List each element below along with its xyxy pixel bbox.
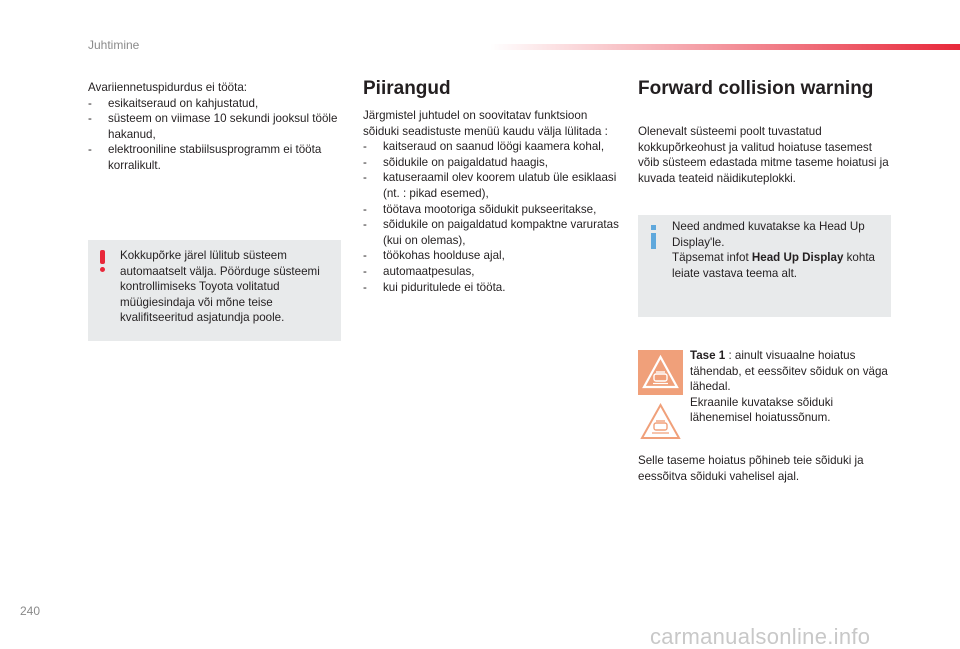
- info-line2: [672, 250, 885, 281]
- level-line1: [690, 348, 890, 395]
- list-item: - elektrooniline stabiilsusprogramm ei tööta korralikult.: [88, 142, 343, 173]
- level-note: Selle taseme hoiatus põhineb teie sõiduki ja eessõitva sõiduki vahelisel ajal.: [638, 454, 864, 483]
- col2-list: [363, 139, 625, 295]
- level-text2: Ekraanile kuvatakse sõiduki lähenemisel hoiatussõnum.: [690, 395, 834, 425]
- info-line2-post: kohta leiate vastava teema alt.: [672, 251, 875, 280]
- warning-triangle-filled-icon: [638, 350, 683, 395]
- list-item: - süsteem on viimase 10 sekundi jooksul tööle hakanud,: [88, 111, 343, 142]
- list-item: - töökohas hoolduse ajal,: [363, 248, 625, 264]
- header-section-title: Juhtimine: [88, 38, 140, 52]
- list-item: - kui piduritulede ei tööta.: [363, 280, 625, 296]
- list-item: - sõidukile on paigaldatud haagis,: [363, 155, 625, 171]
- warning-text: Kokkupõrke järel lülitub süsteem automaatselt välja. Pöörduge süsteemi kontrollimiseks Toyota volitatud müügiesindaja või mõne teise kvalifitseeritud asjatundja poole.: [120, 249, 320, 325]
- watermark-text: carmanualsonline.info: [650, 624, 871, 649]
- info-line2-pre: Täpsemat infot: [672, 251, 752, 265]
- list-item: - kaitseraud on saanud löögi kaamera kohal,: [363, 139, 625, 155]
- page-number: 240: [20, 604, 41, 618]
- col2-intro: Järgmistel juhtudel on soovitatav funktsioon sõiduki seadistuste menüü kaudu välja lülitada :: [363, 109, 608, 138]
- list-item: - katuseraamil olev koorem ulatub üle esiklaasi (nt. : pikad esemed),: [363, 170, 625, 201]
- info-icon: [649, 225, 659, 249]
- section-title-fcw: Forward collision warning: [638, 78, 874, 99]
- level-text1: : ainult visuaalne hoiatus tähendab, et eessõitev sõiduk on väga lähedal.: [690, 349, 888, 394]
- list-item: - automaatpesulas,: [363, 264, 625, 280]
- exclamation-icon: [99, 250, 107, 272]
- list-item: - sõidukile on paigaldatud kompaktne varuratas (kui on olemas),: [363, 217, 625, 248]
- column-right: [638, 78, 893, 186]
- info-box: [638, 215, 891, 317]
- list-item: - töötava mootoriga sõidukit pukseeritakse,: [363, 202, 625, 218]
- section-title-piirangud: Piirangud: [363, 78, 451, 99]
- column-left: [88, 80, 343, 174]
- level-description: [690, 348, 890, 426]
- col3-intro: Olenevalt süsteemi poolt tuvastatud kokkupõrkeohust ja valitud hoiatuse tasemest võib süsteem edastada mitme taseme hoiatusi ja kuvada teateid näidikuteplokki.: [638, 125, 889, 185]
- info-line1: Need andmed kuvatakse ka Head Up Display'le.: [672, 220, 865, 249]
- col1-list: [88, 96, 343, 174]
- column-middle: [363, 78, 625, 295]
- header-accent-bar: [490, 44, 960, 50]
- warning-box: [88, 240, 341, 341]
- info-line2-bold: Head Up Display: [751, 251, 844, 265]
- col1-intro: Avariiennetuspidurdus ei tööta:: [88, 81, 247, 94]
- level-label: Tase 1: [690, 349, 726, 362]
- list-item: - esikaitseraud on kahjustatud,: [88, 96, 343, 112]
- warning-triangle-outline-icon: [638, 402, 683, 442]
